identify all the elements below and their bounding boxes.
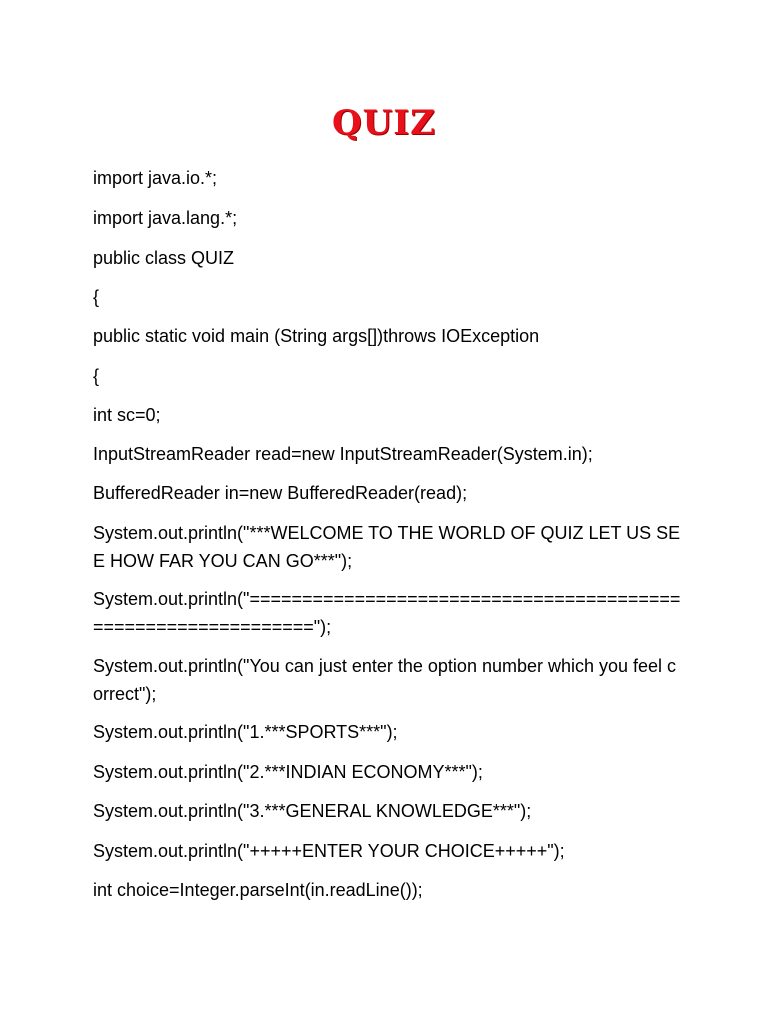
code-line: System.out.println("+++++ENTER YOUR CHOICE+++++");	[93, 841, 565, 861]
code-line: System.out.println("2.***INDIAN ECONOMY***");	[93, 762, 483, 782]
code-line: System.out.println("You can just enter the option number which you feel correct");	[93, 656, 677, 704]
code-line: int choice=Integer.parseInt(in.readLine());	[93, 880, 423, 900]
code-line: public class QUIZ	[93, 248, 235, 268]
code-line: import java.io.*;	[93, 168, 218, 188]
document-title: QUIZ	[332, 103, 436, 143]
code-line: {	[93, 287, 100, 307]
code-line: InputStreamReader read=new InputStreamReader(System.in);	[93, 444, 593, 464]
code-line: public static void main (String args[])throws IOException	[93, 326, 540, 346]
code-line: import java.lang.*;	[93, 208, 238, 228]
code-line: System.out.println("3.***GENERAL KNOWLEDGE***");	[93, 801, 532, 821]
code-line: {	[93, 366, 100, 386]
code-line: System.out.println("==============================================================");	[93, 589, 681, 637]
code-line: BufferedReader in=new BufferedReader(read);	[93, 483, 468, 503]
code-line: System.out.println("***WELCOME TO THE WORLD OF QUIZ LET US SEE HOW FAR YOU CAN GO***");	[93, 523, 681, 571]
code-line: System.out.println("1.***SPORTS***");	[93, 722, 398, 742]
code-line: int sc=0;	[93, 405, 161, 425]
